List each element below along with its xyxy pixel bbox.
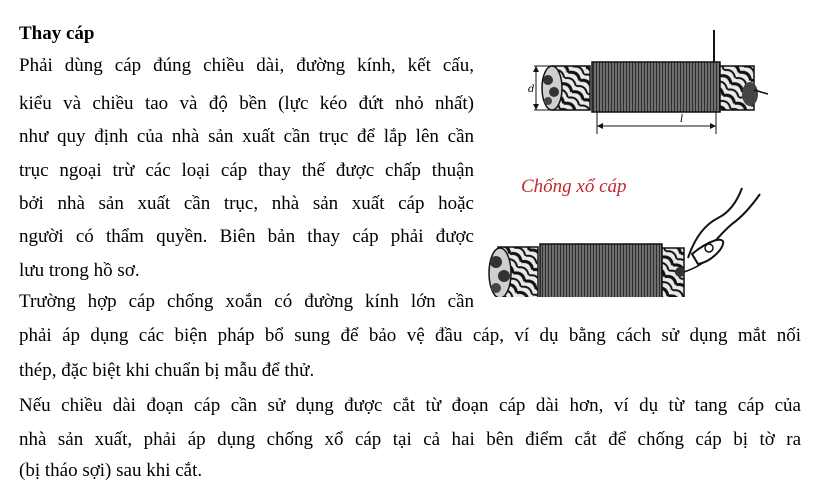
section-title: Thay cáp (19, 23, 95, 44)
dimension-d-label: d (528, 84, 535, 95)
dimension-l-label: l (680, 114, 684, 125)
rope-seizing-figure (484, 22, 814, 297)
bottom-rope-drawing (489, 188, 760, 297)
paragraph-line: Trường hợp cáp chống xoắn có đường kính lớn cần (19, 291, 474, 312)
paragraph-line: trục ngoại trừ các loại cáp thay thế được chấp thuận (19, 160, 474, 181)
paragraph-line: Phải dùng cáp đúng chiều dài, đường kính, kết cấu, (19, 55, 474, 76)
paragraph-line: như quy định của nhà sản xuất cần trục để lắp lên cần (19, 126, 474, 147)
paragraph-line: phải áp dụng các biện pháp bổ sung để bảo vệ đầu cáp, ví dụ bằng cách sử dụng mắt nối (19, 325, 801, 346)
top-rope-drawing (528, 30, 768, 134)
paragraph-line: lưu trong hồ sơ. (19, 260, 140, 281)
paragraph-line: bởi nhà sản xuất cần trục, nhà sản xuất cáp hoặc (19, 193, 474, 214)
paragraph-line: kiểu và chiều tao và độ bền (lực kéo đứt nhỏ nhất) (19, 93, 474, 114)
paragraph-line: (bị tháo sợi) sau khi cắt. (19, 460, 203, 481)
paragraph-line: thép, đặc biệt khi chuẩn bị mẫu để thử. (19, 360, 315, 381)
paragraph-line: Nếu chiều dài đoạn cáp cần sử dụng được cắt từ đoạn cáp dài hơn, ví dụ từ tang cáp của (19, 395, 801, 416)
figure-caption: Chống xổ cáp (521, 176, 627, 197)
paragraph-line: người có thẩm quyền. Biên bản thay cáp phải được (19, 226, 474, 247)
paragraph-line: nhà sản xuất, phải áp dụng chống xổ cáp tại cả hai bên điểm cắt để chống cáp bị tờ ra (19, 429, 801, 450)
